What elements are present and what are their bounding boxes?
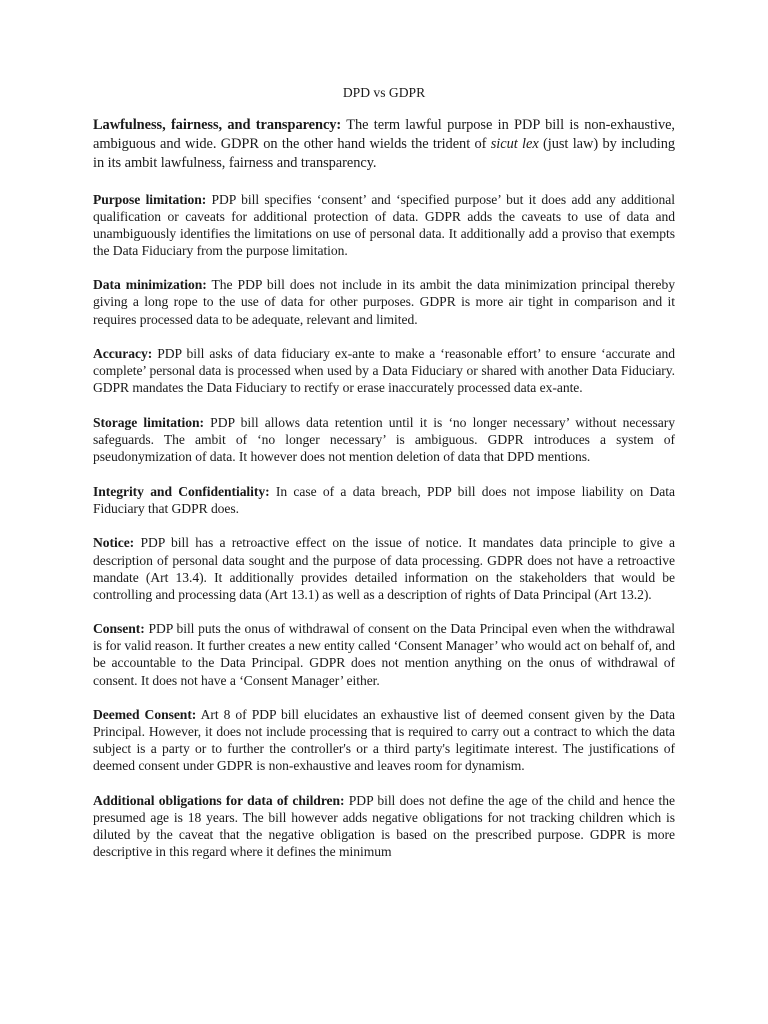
section-integrity-confidentiality	[93, 483, 675, 517]
section-heading: Notice:	[93, 535, 135, 551]
section-text: Art 8 of PDP bill elucidates an exhaustive list of deemed consent given by the Data Principal. However, it does not include processing that is required to carry out a contract to which the data subject is a party or to further the controller's or a third party's legitimate interest. The justifications of deemed consent under GDPR is non-exhaustive and leaves room for dynamism.	[93, 707, 676, 774]
section-consent	[93, 620, 675, 688]
section-text: PDP bill has a retroactive effect on the issue of notice. It mandates data principle to give a description of personal data sought and the purpose of data processing. GDPR does not have a retroactive mandate (Art 13.4). It additionally provides detailed information on the stakeholders that would be controlling and processing data (Art 13.1) as well as a description of rights of Data Principal (Art 13.2).	[93, 535, 675, 602]
section-lawfulness	[93, 116, 675, 173]
section-text: In case of a data breach, PDP bill does not impose liability on Data Fiduciary that GDPR does.	[93, 483, 675, 516]
section-heading: Deemed Consent:	[93, 707, 197, 723]
section-accuracy	[93, 345, 675, 396]
section-purpose-limitation	[93, 191, 675, 259]
section-notice	[93, 534, 675, 602]
section-emphasis: sicut lex	[490, 136, 539, 152]
section-heading: Accuracy:	[93, 346, 153, 362]
section-heading: Consent:	[93, 621, 145, 637]
document-title: DPD vs GDPR	[342, 85, 426, 100]
section-text: The PDP bill does not include in its ambit the data minimization principal thereby giving a long rope to the use of data for other purposes. GDPR is more air tight in comparison and it requires processed data to be adequate, relevant and limited.	[93, 277, 675, 327]
section-heading: Lawfulness, fairness, and transparency:	[93, 117, 342, 133]
section-heading: Storage limitation:	[93, 414, 204, 430]
section-text-after: (just law) by including in its ambit lawfulness, fairness and transparency.	[93, 136, 676, 171]
section-text: PDP bill does not define the age of the child and hence the presumed age is 18 years. The bill however adds negative obligations for not tracking children which is diluted by the caveat that the negative obligation is based on the prescribed purpose. GDPR is more descriptive in this regard where it defines the minimum	[93, 793, 675, 860]
section-heading: Purpose limitation:	[93, 191, 207, 207]
section-heading: Data minimization:	[93, 277, 207, 293]
section-text: PDP bill allows data retention until it is ‘no longer necessary’ without necessary safeguards. The ambit of ‘no longer necessary’ is ambiguous. GDPR introduces a system of pseudonymization of data. It however does not mention deletion of data that DPD mentions.	[93, 414, 675, 465]
section-text: PDP bill specifies ‘consent’ and ‘specified purpose’ but it does add any additional qualification or caveats for additional protection of data. GDPR adds the caveats to use of data and unambiguously identifies the limitations on use of personal data. It additionally add a proviso that exempts the Data Fiduciary from the purpose limitation.	[93, 191, 675, 258]
document-page	[93, 84, 675, 878]
section-deemed-consent	[93, 706, 675, 774]
section-heading: Additional obligations for data of children:	[93, 793, 345, 809]
section-text: PDP bill asks of data fiduciary ex-ante to make a ‘reasonable effort’ to ensure ‘accurate and complete’ personal data is processed when used by a Data Fiduciary or shared with another Data Fiduciary. GDPR mandates the Data Fiduciary to rectify or erase inaccurately processed data ex-ante.	[93, 346, 675, 396]
section-children-obligations	[93, 792, 675, 860]
section-text: The term lawful purpose in PDP bill is non-exhaustive, ambiguous and wide. GDPR on the other hand wields the trident of	[93, 117, 675, 152]
section-heading: Integrity and Confidentiality:	[93, 483, 270, 499]
section-text: PDP bill puts the onus of withdrawal of consent on the Data Principal even when the withdrawal is for valid reason. It further creates a new entity called ‘Consent Manager’ who would act on behalf of, and be accountable to the Data Principal. GDPR does not mention anything on the onus of withdrawal of consent. It does not have a ‘Consent Manager’ either.	[93, 621, 675, 688]
section-storage-limitation	[93, 414, 675, 465]
section-data-minimization	[93, 276, 675, 327]
